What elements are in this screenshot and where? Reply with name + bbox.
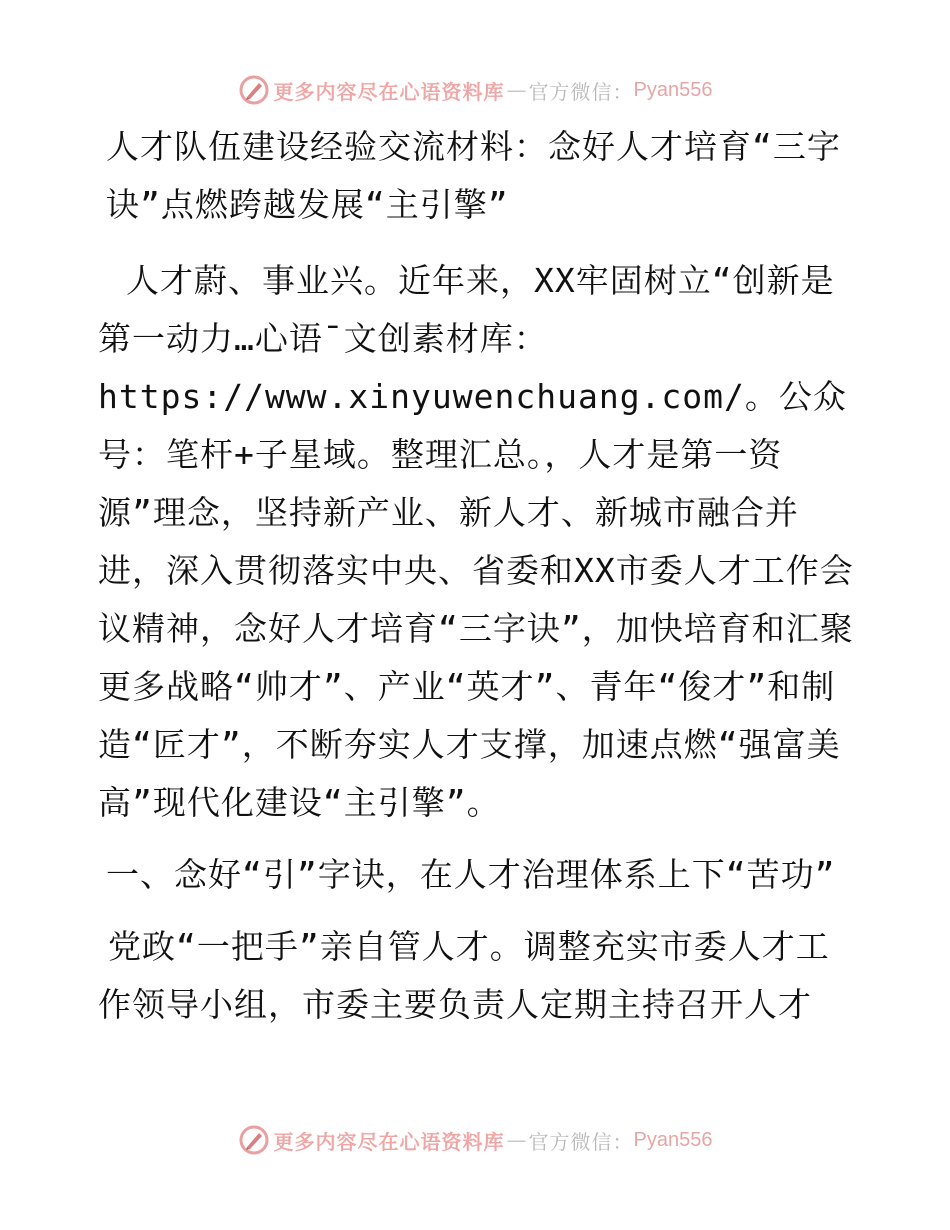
footer-watermark-banner [0, 1120, 950, 1160]
banner-dash: — [506, 78, 527, 102]
document-body [98, 118, 858, 1034]
section-heading-1: 一、念好“引”字诀，在人才治理体系上下“苦功” [106, 855, 836, 894]
document-title: 人才队伍建设经验交流材料：念好人才培育“三字诀”点燃跨越发展“主引擎” [106, 127, 841, 224]
pen-circle-logo-icon [238, 74, 270, 106]
banner-wechat-id: Pyan556 [633, 1128, 713, 1151]
pen-circle-logo-icon [238, 1124, 270, 1156]
section-1-paragraph: 党政“一把手”亲自管人才。调整充实市委人才工作领导小组，市委主要负责人定期主持召开人才 [98, 927, 830, 1024]
banner-wechat-label: 官方微信： [528, 79, 634, 104]
banner-dash: — [506, 1128, 527, 1152]
banner-slogan: 更多内容尽在心语资料库 [273, 1129, 505, 1154]
header-watermark-banner [0, 70, 950, 110]
banner-slogan: 更多内容尽在心语资料库 [273, 79, 505, 104]
intro-paragraph: 人才蔚、事业兴。近年来，XX牢固树立“创新是第一动力…心语¯文创素材库：https://www.xinyuwenchuang.com/。公众号：笔杆+子星域。整理汇总。，人才是第一资源”理念，坚持新产业、新人才、新城市融合并进，深入贯彻落实中央、省委和XX市委人才工作会议精神，念好人才培育“三字诀”，加快培育和汇聚更多战略“帅才”、产业“英才”、青年“俊才”和制造“匠才”，不断夯实人才支撑，加速点燃“强富美高”现代化建设“主引擎”。 [98, 261, 854, 822]
banner-wechat-label: 官方微信： [528, 1129, 634, 1154]
banner-wechat-id: Pyan556 [633, 78, 713, 101]
